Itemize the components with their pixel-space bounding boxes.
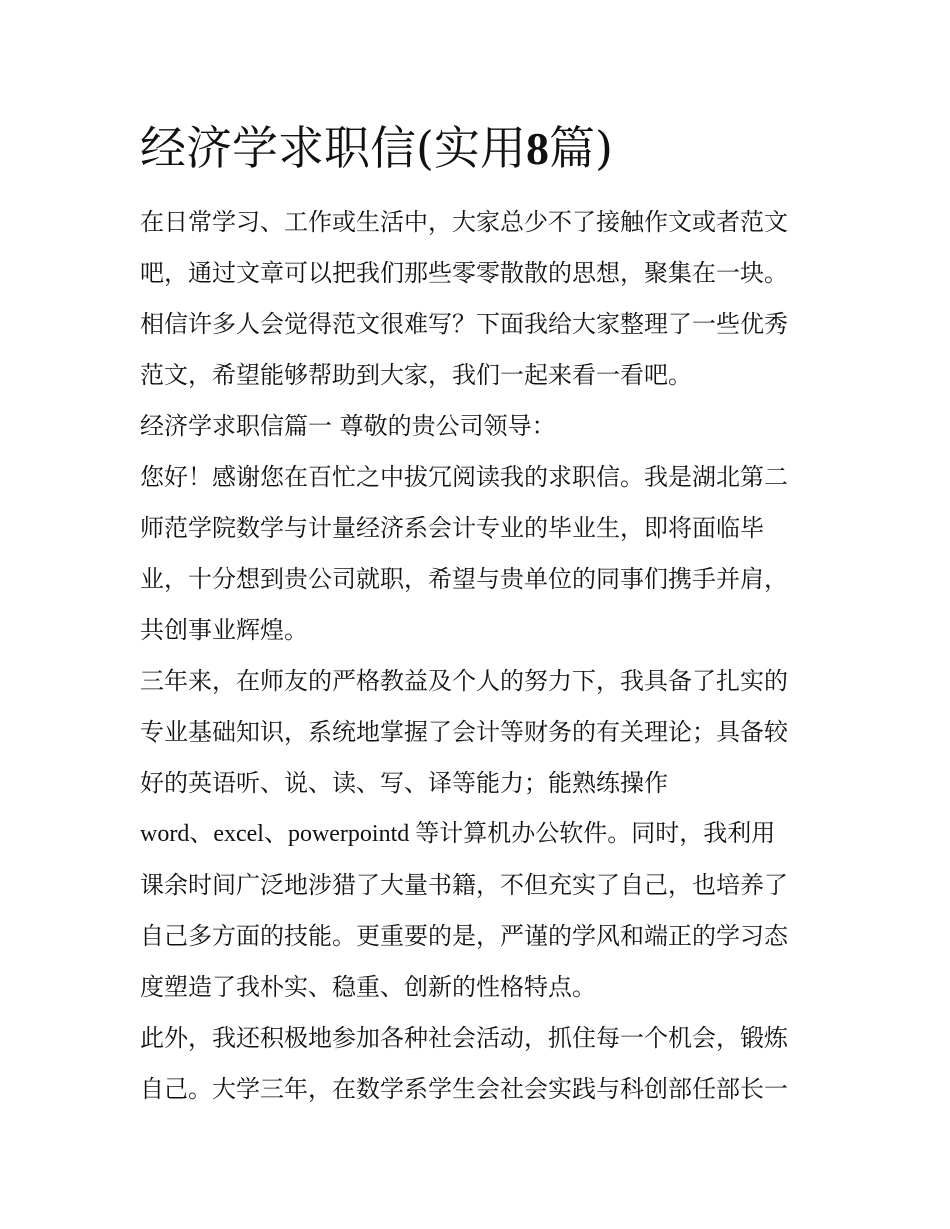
title-main: 经济学求职信(实用 bbox=[140, 121, 526, 175]
document-title bbox=[140, 118, 840, 179]
body-line-11: 专业基础知识，系统地掌握了会计等财务的有关理论；具备较 bbox=[140, 718, 788, 746]
body-line-2: 吧，通过文章可以把我们那些零零散散的思想，聚集在一块。 bbox=[140, 259, 788, 287]
body-line-3: 相信许多人会觉得范文很难写？下面我给大家整理了一些优秀 bbox=[140, 310, 788, 338]
body-line-4: 范文，希望能够帮助到大家，我们一起来看一看吧。 bbox=[140, 361, 692, 389]
body-line-13: word、excel、powerpointd 等计算机办公软件。同时，我利用 bbox=[140, 821, 776, 847]
body-line-18: 自己。大学三年，在数学系学生会社会实践与科创部任部长一 bbox=[140, 1075, 788, 1103]
body-line-17: 此外，我还积极地参加各种社会活动，抓住每一个机会，锻炼 bbox=[140, 1024, 788, 1052]
body-line-1: 在日常学习、工作或生活中，大家总少不了接触作文或者范文 bbox=[140, 208, 788, 236]
body-line-9: 共创事业辉煌。 bbox=[140, 616, 308, 644]
title-number: 8 bbox=[525, 123, 549, 174]
body-line-7: 师范学院数学与计量经济系会计专业的毕业生，即将面临毕 bbox=[140, 514, 764, 542]
body-line-6: 您好！感谢您在百忙之中拔冗阅读我的求职信。我是湖北第二 bbox=[140, 463, 788, 491]
title-end: 篇) bbox=[548, 121, 613, 175]
body-line-8: 业，十分想到贵公司就职，希望与贵单位的同事们携手并肩， bbox=[140, 565, 788, 593]
body-line-12: 好的英语听、说、读、写、译等能力；能熟练操作 bbox=[140, 769, 668, 797]
body-line-15: 自己多方面的技能。更重要的是，严谨的学风和端正的学习态 bbox=[140, 922, 788, 950]
body-line-5: 经济学求职信篇一 尊敬的贵公司领导： bbox=[140, 412, 556, 440]
body-line-14: 课余时间广泛地涉猎了大量书籍，不但充实了自己，也培养了 bbox=[140, 871, 788, 899]
body-line-10: 三年来，在师友的严格教益及个人的努力下，我具备了扎实的 bbox=[140, 667, 788, 695]
document-body bbox=[140, 197, 820, 1115]
body-line-16: 度塑造了我朴实、稳重、创新的性格特点。 bbox=[140, 973, 596, 1001]
